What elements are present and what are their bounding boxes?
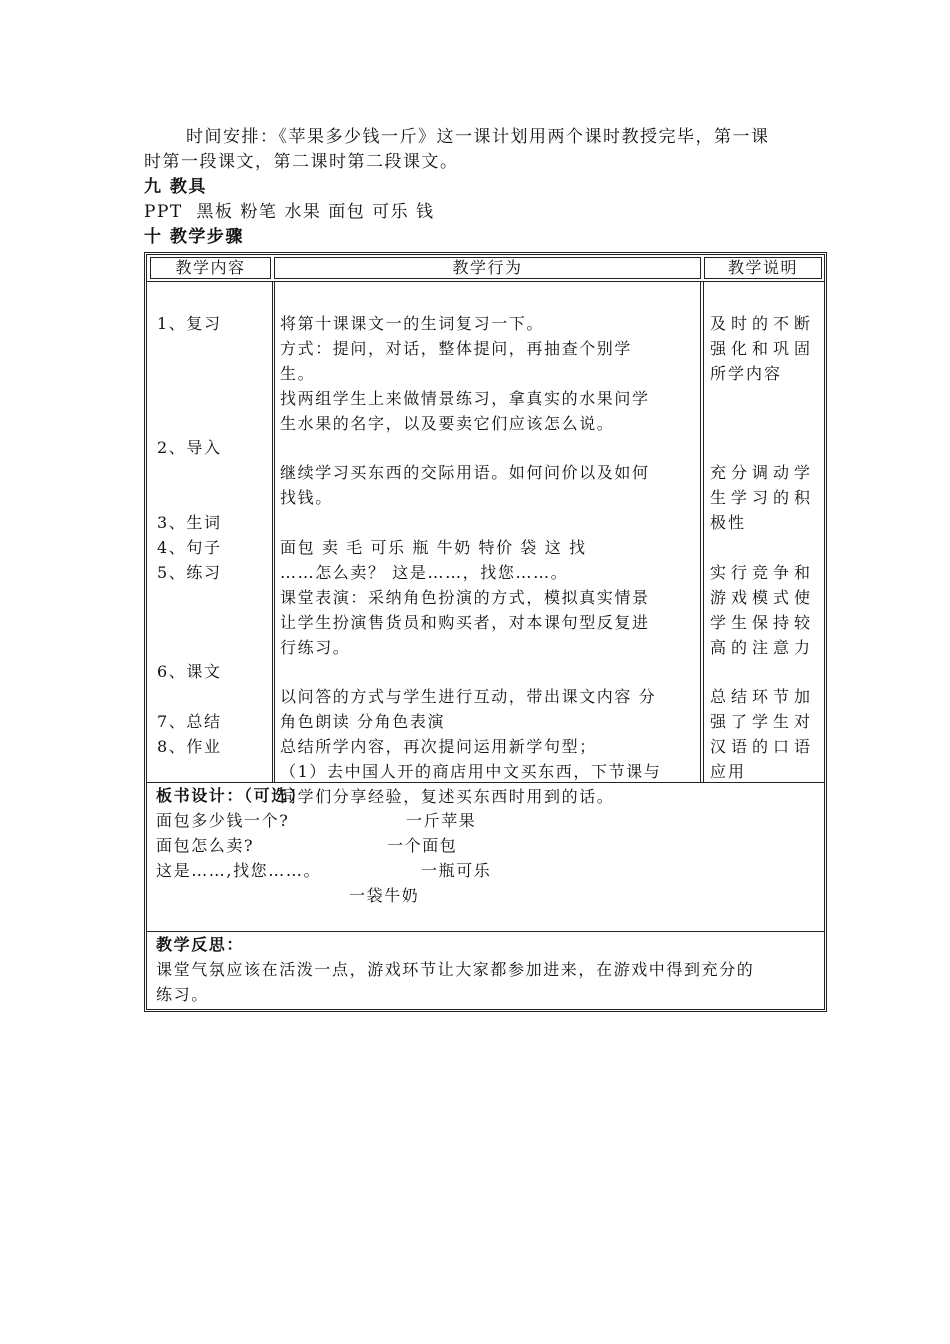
- behavior-line: 方式：提问，对话，整体提问，再抽查个别学: [280, 339, 633, 358]
- board-right-line: 一斤苹果: [406, 811, 477, 830]
- content-item: 8、作业: [157, 737, 222, 756]
- note-line: 强化和巩固: [710, 339, 816, 358]
- behavior-line: （1）去中国人开的商店用中文买东西，下节课与: [280, 762, 662, 781]
- note-line: 高的注意力: [710, 638, 816, 657]
- content-item: 2、导入: [157, 438, 222, 457]
- note-line: 强了学生对: [710, 712, 816, 731]
- behavior-line: 找两组学生上来做情景练习，拿真实的水果问学: [280, 389, 650, 408]
- behavior-line: 生。: [280, 364, 316, 383]
- behavior-line: 继续学习买东西的交际用语。如何问价以及如何: [280, 463, 650, 482]
- column-divider: [703, 282, 704, 782]
- note-line: 应用: [710, 762, 747, 781]
- note-line: 实行竞争和: [710, 563, 816, 582]
- table-header-row: [147, 255, 824, 282]
- board-design-title: 板书设计：（可选）: [156, 786, 307, 805]
- reflection-line-1: 课堂气氛应该在活泼一点，游戏环节让大家都参加进来，在游戏中得到充分的: [156, 960, 755, 979]
- content-item: 7、总结: [157, 712, 222, 731]
- behavior-line: 以问答的方式与学生进行互动，带出课文内容 分: [280, 687, 657, 706]
- note-line: 极性: [710, 513, 747, 532]
- behavior-line: 将第十课课文一的生词复习一下。: [280, 314, 545, 333]
- board-left-line: 这是……,找您……。: [156, 861, 322, 880]
- behavior-line: 让学生扮演售货员和购买者，对本课句型反复进: [280, 613, 650, 632]
- section-10-heading: 十 教学步骤: [144, 227, 244, 247]
- behavior-line: ……怎么卖？ 这是……，找您……。: [280, 563, 569, 582]
- note-line: 总结环节加: [710, 687, 816, 706]
- content-item: 3、生词: [157, 513, 222, 532]
- content-item: 5、练习: [157, 563, 222, 582]
- board-right-line: 一瓶可乐: [421, 861, 492, 880]
- behavior-line: 找钱。: [280, 488, 333, 507]
- board-right-line: 一个面包: [387, 836, 458, 855]
- behavior-line: 生水果的名字，以及要卖它们应该怎么说。: [280, 414, 615, 433]
- schedule-line-2: 时第一段课文，第二课时第二段课文。: [144, 152, 459, 172]
- behavior-line: 总结所学内容，再次提问运用新学句型；: [280, 737, 597, 756]
- behavior-line: 角色朗读 分角色表演: [280, 712, 446, 731]
- content-item: 6、课文: [157, 662, 222, 681]
- content-item: 4、句子: [157, 538, 222, 557]
- header-content: 教学内容: [150, 257, 271, 279]
- board-left-line: 面包多少钱一个?: [156, 811, 290, 830]
- behavior-line: 面包 卖 毛 可乐 瓶 牛奶 特价 袋 这 找: [280, 538, 587, 557]
- behavior-line: 行练习。: [280, 638, 351, 657]
- note-line: 学生保持较: [710, 613, 816, 632]
- note-line: 充分调动学: [710, 463, 816, 482]
- column-divider: [272, 282, 273, 782]
- note-line: 及时的不断: [710, 314, 816, 333]
- section-9-content: PPT 黑板 粉笔 水果 面包 可乐 钱: [144, 202, 435, 222]
- note-line: 汉语的口语: [710, 737, 816, 756]
- reflection-line-2: 练习。: [156, 985, 209, 1004]
- behavior-line: 课堂表演：采纳角色扮演的方式，模拟真实情景: [280, 588, 650, 607]
- note-line: 所学内容: [710, 364, 783, 383]
- column-divider: [700, 282, 701, 782]
- header-behavior: 教学行为: [274, 257, 701, 279]
- content-item: 1、复习: [157, 314, 222, 333]
- header-note: 教学说明: [704, 257, 822, 279]
- section-9-heading: 九 教具: [144, 177, 207, 197]
- teaching-steps-table: [144, 252, 827, 1012]
- behavior-line: 同学们分享经验，复述买东西时用到的话。: [280, 787, 615, 806]
- board-design-section: [147, 783, 824, 932]
- reflection-section: [147, 932, 824, 1009]
- board-left-line: 面包怎么卖?: [156, 836, 255, 855]
- reflection-title: 教学反思：: [156, 935, 245, 954]
- schedule-line-1: 时间安排：《苹果多少钱一斤》这一课计划用两个课时教授完毕，第一课: [186, 127, 770, 147]
- column-divider: [274, 282, 275, 782]
- note-line: 生学习的积: [710, 488, 816, 507]
- note-line: 游戏模式使: [710, 588, 816, 607]
- board-right-line: 一袋牛奶: [349, 886, 420, 905]
